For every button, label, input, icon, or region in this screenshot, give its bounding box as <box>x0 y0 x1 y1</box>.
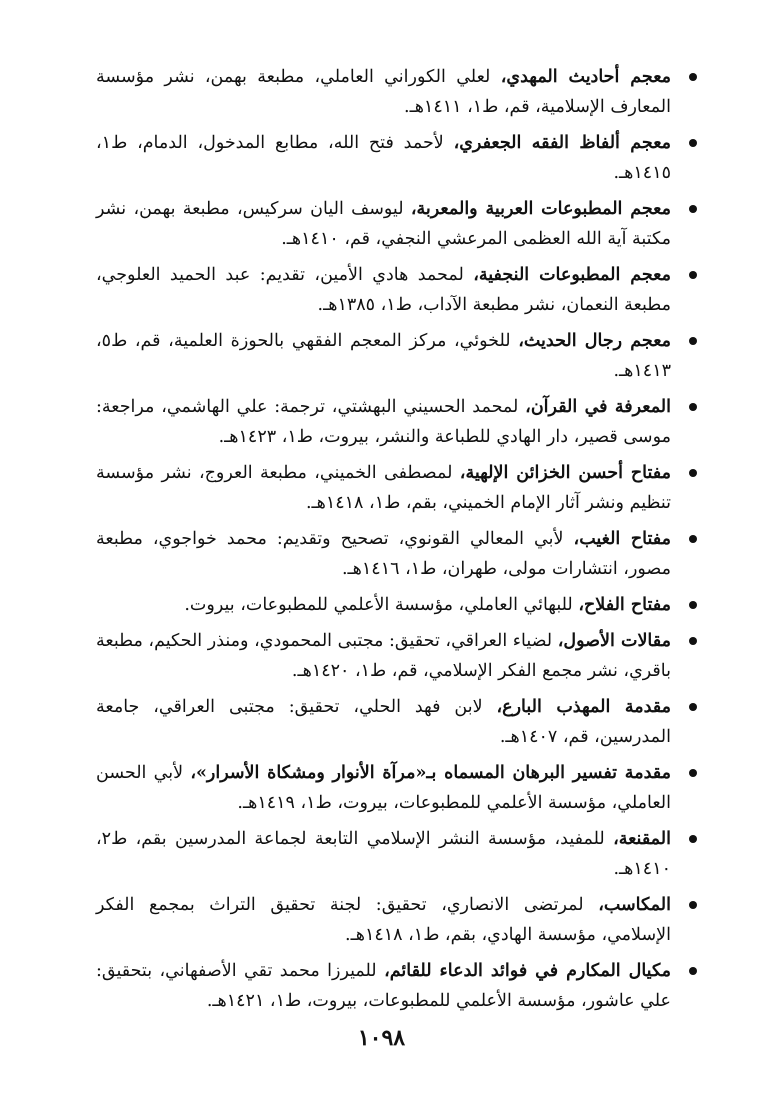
bibliography-entry <box>96 590 701 620</box>
entry-title: مقدمة المهذب البارع، <box>496 697 671 717</box>
bullet-icon <box>689 769 697 777</box>
entry-details: لمرتضى الانصاري، تحقيق: لجنة تحقيق التراث بمجمع الفكر الإسلامي، مؤسسة الهادي، بقم، ط١، ١٤١٨هـ. <box>96 895 671 945</box>
entry-title: مفتاح أحسن الخزائن الإلهية، <box>459 463 672 483</box>
bullet-icon <box>689 535 697 543</box>
entry-details: للخوئي، مركز المعجم الفقهي بالحوزة العلمية، قم، ط٥، ١٤١٣هـ. <box>96 331 671 381</box>
bibliography-entry <box>96 326 701 386</box>
bullet-icon <box>689 835 697 843</box>
bibliography-entry <box>96 890 701 950</box>
bullet-icon <box>689 601 697 609</box>
bullet-icon <box>689 703 697 711</box>
bullet-icon <box>689 271 697 279</box>
bibliography-entry <box>96 956 701 1016</box>
entry-title: مقدمة تفسير البرهان المسماه بـ«مرآة الأنوار ومشكاة الأسرار»، <box>190 763 671 783</box>
entry-details: للميرزا محمد تقي الأصفهاني، بتحقيق: علي عاشور، مؤسسة الأعلمي للمطبوعات، بيروت، ط١، ١٤٢١هـ. <box>96 961 671 1011</box>
entry-title: المكاسب، <box>598 895 671 915</box>
entry-details: ليوسف اليان سركيس، مطبعة بهمن، نشر مكتبة آية الله العظمى المرعشي النجفي، قم، ١٤١٠هـ. <box>96 199 671 249</box>
entry-title: معجم المطبوعات العربية والمعربة، <box>410 199 671 219</box>
bibliography-entry <box>96 62 701 122</box>
entry-title: معجم رجال الحديث، <box>518 331 672 351</box>
entry-details: لمحمد الحسيني البهشتي، ترجمة: علي الهاشمي، مراجعة: موسى قصير، دار الهادي للطباعة والنشر، بيروت، ط١، ١٤٢٣هـ. <box>96 397 671 447</box>
entry-details: لأبي المعالي القونوي، تصحيح وتقديم: محمد خواجوي، مطبعة مصور، انتشارات مولى، طهران، ط١، ١٤١٦هـ. <box>96 529 671 579</box>
entry-details: لمحمد هادي الأمين، تقديم: عبد الحميد العلوجي، مطبعة النعمان، نشر مطبعة الآداب، ط١، ١٣٨٥هـ. <box>96 265 671 315</box>
bibliography-entry <box>96 524 701 584</box>
entry-title: مفتاح الفلاح، <box>578 595 671 615</box>
bibliography-entry <box>96 260 701 320</box>
entry-title: مفتاح الغيب، <box>573 529 672 549</box>
bullet-icon <box>689 901 697 909</box>
bibliography-entry <box>96 692 701 752</box>
bibliography-entry <box>96 128 701 188</box>
bibliography-entry <box>96 824 701 884</box>
bullet-icon <box>689 337 697 345</box>
entry-details: لضياء العراقي، تحقيق: مجتبى المحمودي، ومنذر الحكيم، مطبعة باقري، نشر مجمع الفكر الإسلامي، قم، ط١، ١٤٢٠هـ. <box>96 631 671 681</box>
bibliography-entry <box>96 392 701 452</box>
page-number: ١٠٩٨ <box>357 1025 406 1051</box>
bullet-icon <box>689 403 697 411</box>
entry-title: مقالات الأصول، <box>557 631 671 651</box>
entry-title: المقنعة، <box>613 829 671 849</box>
entry-title: المعرفة في القرآن، <box>525 397 672 417</box>
bibliography-entry <box>96 758 701 818</box>
bullet-icon <box>689 139 697 147</box>
entry-title: معجم المطبوعات النجفية، <box>473 265 671 285</box>
bullet-icon <box>689 967 697 975</box>
bibliography-list <box>96 62 701 1016</box>
entry-details: للمفيد، مؤسسة النشر الإسلامي التابعة لجماعة المدرسين بقم، ط٢، ١٤١٠هـ. <box>96 829 671 879</box>
entry-details: لأبي الحسن العاملي، مؤسسة الأعلمي للمطبوعات، بيروت، ط١، ١٤١٩هـ. <box>96 763 671 813</box>
bibliography-entry <box>96 458 701 518</box>
entry-title: معجم أحاديث المهدي، <box>500 67 672 87</box>
entry-details: لأحمد فتح الله، مطابع المدخول، الدمام، ط١، ١٤١٥هـ. <box>96 133 671 183</box>
bullet-icon <box>689 469 697 477</box>
entry-title: معجم ألفاظ الفقه الجعفري، <box>453 133 672 153</box>
entry-details: للبهائي العاملي، مؤسسة الأعلمي للمطبوعات، بيروت. <box>184 595 579 615</box>
bibliography-entry <box>96 626 701 686</box>
bullet-icon <box>689 73 697 81</box>
entry-details: لمصطفى الخميني، مطبعة العروج، نشر مؤسسة تنظيم ونشر آثار الإمام الخميني، بقم، ط١، ١٤١٨هـ. <box>96 463 671 513</box>
entry-title: مكيال المكارم في فوائد الدعاء للقائم، <box>384 961 671 981</box>
bibliography-entry <box>96 194 701 254</box>
bullet-icon <box>689 205 697 213</box>
bullet-icon <box>689 637 697 645</box>
entry-details: لابن فهد الحلي، تحقيق: مجتبى العراقي، جامعة المدرسين، قم، ١٤٠٧هـ. <box>96 697 671 747</box>
entry-details: لعلي الكوراني العاملي، مطبعة بهمن، نشر مؤسسة المعارف الإسلامية، قم، ط١، ١٤١١هـ. <box>96 67 671 117</box>
